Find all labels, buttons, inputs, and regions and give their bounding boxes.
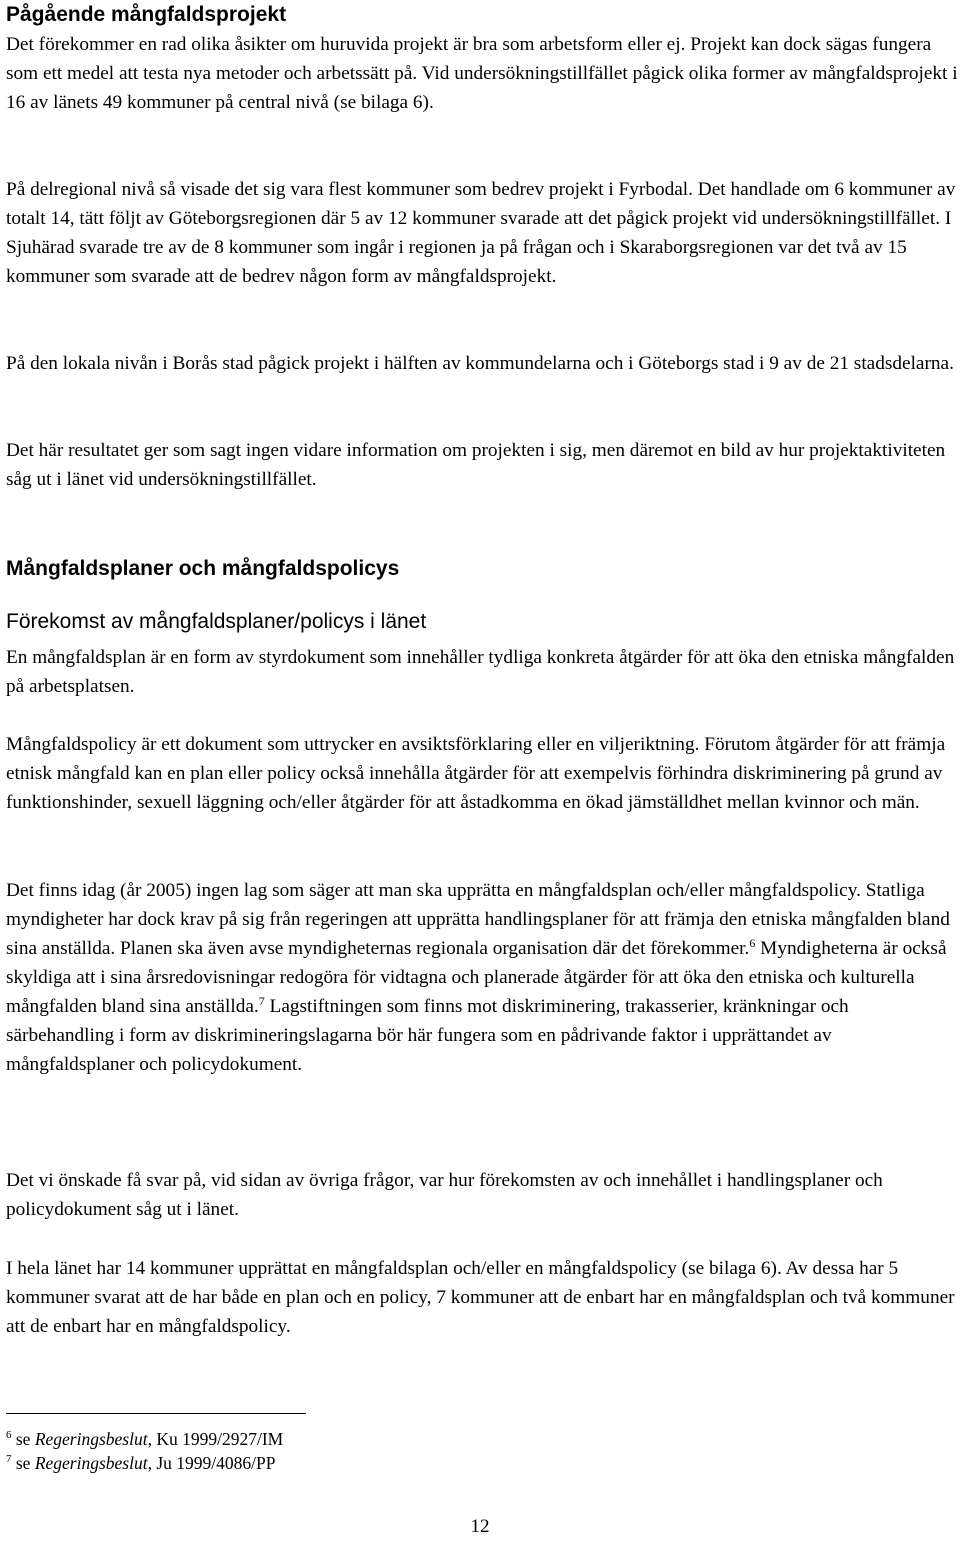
footnote-divider <box>6 1413 306 1414</box>
paragraph-summary: I hela länet har 14 kommuner upprättat en mångfaldsplan och/eller en mångfaldspolicy (se bilaga 6). Av dessa har 5 kommuner svarat att de har både en plan och en policy, 7 kommuner att de enbart har en mångfaldsplan och två kommuner att de enbart har en mångfaldspolicy. <box>6 1258 955 1337</box>
law-text-1: Det finns idag (år 2005) ingen lag som säger att man ska upprätta en mångfaldsplan och/eller mångfaldspolicy. Statliga myndigheter har dock krav på sig från regeringen att upprätta handlingsplaner för att främja den etniska mångfalden bland sina anställda. Planen ska även avse myndigheternas regionala organisation där det förekommer. <box>6 880 950 959</box>
footnote-6: $^6$ se Regeringsbeslut, Ku 1999/2927/IM <box>6 1429 284 1449</box>
paragraph-question: Det vi önskade få svar på, vid sidan av övriga frågor, var hur förekomsten av och innehållet i handlingsplaner och policydokument såg ut i länet. <box>6 1170 883 1220</box>
subsection-heading: Förekomst av mångfaldsplaner/policys i länet <box>6 610 427 633</box>
law-text-2: Myndigheterna är också skyldiga att i sina årsredovisningar redogöra för vidtagna och planerade åtgärder för att öka den etniska och kulturella mångfalden bland sina anställda. <box>6 938 947 1017</box>
paragraph-lokal: På den lokala nivån i Borås stad pågick projekt i hälften av kommundelarna och i Göteborgs stad i 9 av de 21 stadsdelarna. <box>6 353 954 374</box>
footnote-ref-6: 6 <box>749 936 756 950</box>
paragraph-projects-intro: Det förekommer en rad olika åsikter om huruvida projekt är bra som arbetsform eller ej. Projekt kan dock sägas fungera som ett medel att testa nya metoder och arbetssätt på. Vid undersökningstillfället pågick olika former av mångfaldsprojekt i 16 av länets 49 kommuner på central nivå (se bilaga 6). <box>6 34 958 113</box>
section-heading: Pågående mångfaldsprojekt <box>6 3 287 26</box>
paragraph-delregional: På delregional nivå så visade det sig vara flest kommuner som bedrev projekt i Fyrbodal. Det handlade om 6 kommuner av totalt 14, tätt följt av Göteborgsregionen där 5 av 12 kommuner svarade att det pågick projekt vid undersökningstillfället. I Sjuhärad svarade tre av de 8 kommuner som ingår i regionen ja på frågan och i Skaraborgsregionen var det två av 15 kommuner som svarade att de bedrev någon form av mångfaldsprojekt. <box>6 179 956 287</box>
section-heading-plans: Mångfaldsplaner och mångfaldspolicys <box>6 557 400 580</box>
paragraph-policy-definition: Mångfaldspolicy är ett dokument som uttrycker en avsiktsförklaring eller en viljeriktning. Förutom åtgärder för att främja etnisk mångfald kan en plan eller policy också innehålla åtgärder för att exempelvis förhindra diskriminering på grund av funktionshinder, sexuell läggning och/eller åtgärder för att åstadkomma en ökad jämställdhet mellan kvinnor och män. <box>6 734 946 813</box>
paragraph-result: Det här resultatet ger som sagt ingen vidare information om projekten i sig, men däremot en bild av hur projektaktiviteten såg ut i länet vid undersökningstillfället. <box>6 440 946 490</box>
paragraph-law <box>6 876 958 1079</box>
footnote-ref-7: 7 <box>258 994 265 1008</box>
footnote-7: $^7$ se Regeringsbeslut, Ju 1999/4086/PP <box>6 1453 276 1473</box>
page-number: 12 <box>470 1516 490 1537</box>
paragraph-plan-definition: En mångfaldsplan är en form av styrdokument som innehåller tydliga konkreta åtgärder för att öka den etniska mångfalden på arbetsplatsen. <box>6 647 955 697</box>
law-text-3: Lagstiftningen som finns mot diskriminering, trakasserier, kränkningar och särbehandling i form av diskrimineringslagarna bör här fungera som en pådrivande faktor i upprättandet av mångfaldsplaner och policydokument. <box>6 996 849 1075</box>
